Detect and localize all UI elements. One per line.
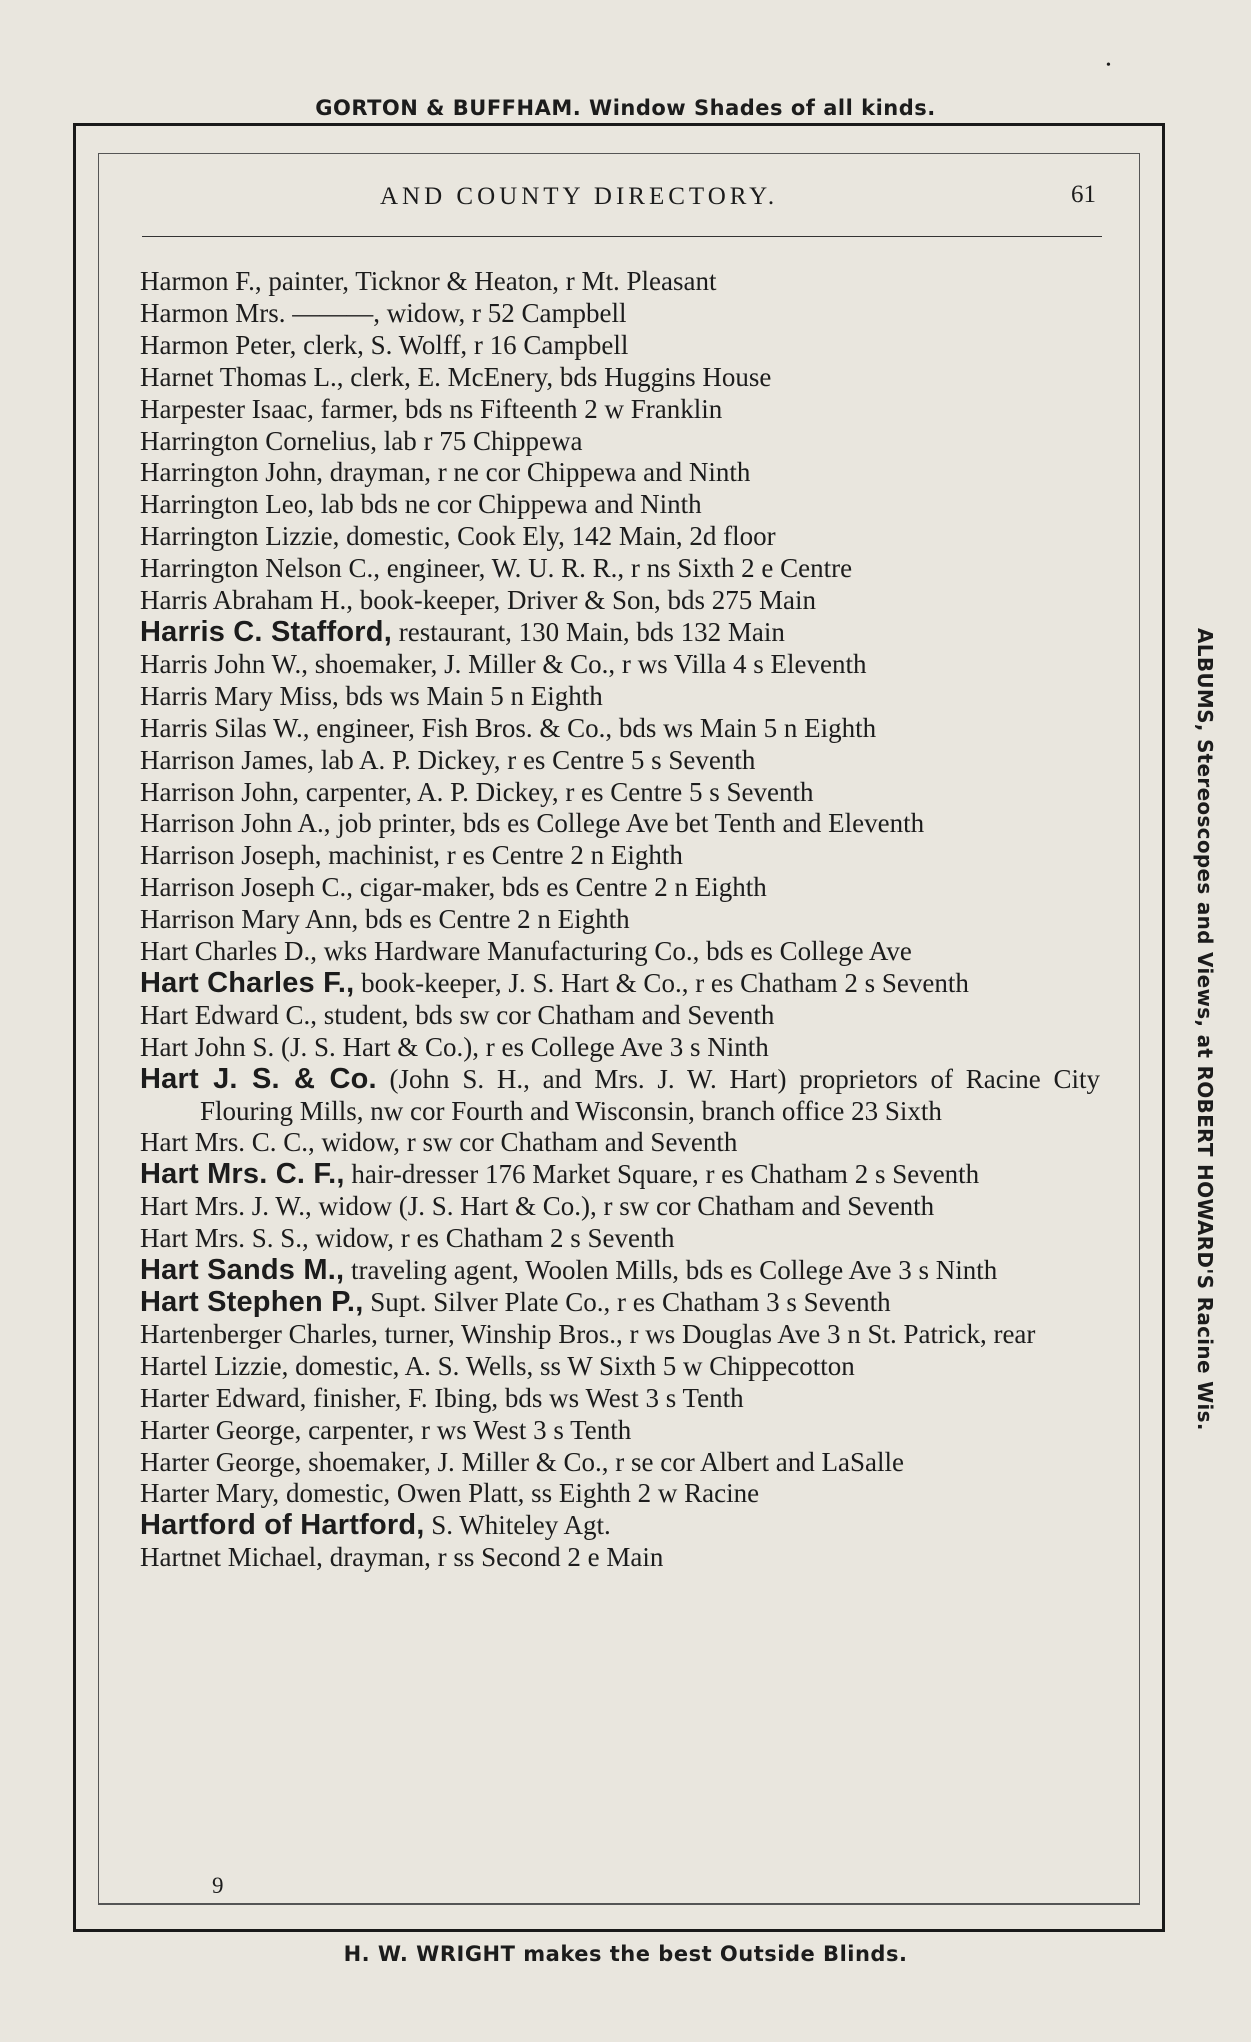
directory-entry [140,362,1100,394]
entry-detail: shoemaker, J. Miller & Co., r se cor Albert and LaSalle [301,1446,904,1477]
entry-name: Harrington Lizzie, [140,521,340,552]
entry-name: Hart Charles D., [140,936,317,967]
entry-detail: lab r 75 Chippewa [376,425,583,456]
directory-entry [140,777,1100,809]
entry-name: Harris John W., [140,648,308,679]
directory-entry [140,713,1100,745]
entry-name: Harris C. Stafford, [140,615,392,648]
directory-entry [140,553,1100,585]
entry-name: Harpester Isaac, [140,393,314,424]
entry-detail: bds es Centre 2 n Eighth [358,904,630,935]
entry-detail: student, bds sw cor Chatham and Seventh [316,999,775,1030]
entry-name: Hart Mrs. C. C., [140,1127,315,1158]
entry-detail: carpenter, A. P. Dickey, r es Centre 5 s Seventh [298,776,814,807]
directory-entry [140,521,1100,553]
entry-detail: turner, Winship Bros., r ws Douglas Ave 3 n St. Patrick, rear [377,1318,1036,1349]
entry-name: Harmon Peter, [140,329,297,360]
entry-name: Hart J. S. & Co. [140,1062,377,1095]
directory-entry [140,1000,1100,1032]
entry-name: Harrison John A., [140,808,331,839]
footer-rule [98,1904,1140,1905]
directory-entry [140,1478,1100,1510]
entry-name: Hart Mrs. S. S., [140,1223,309,1254]
entry-name: Hartnet Michael, [140,1542,323,1573]
entry-name: Harris Mary Miss, [140,680,339,711]
directory-entry [140,617,1100,649]
directory-entry [140,1159,1100,1191]
entry-name: Harter Edward, [140,1382,307,1413]
signature-mark: 9 [212,1873,224,1898]
directory-entry [140,1032,1100,1064]
entry-name: Harter George, [140,1446,302,1477]
directory-entry [140,1064,1100,1128]
entry-name: Hart Stephen P., [140,1286,364,1318]
entry-name: Harrison Mary Ann, [140,904,359,935]
directory-entries [140,266,1100,1574]
entry-name: Harrison James, [140,744,314,775]
directory-entry [140,1415,1100,1447]
running-head: AND COUNTY DIRECTORY. [380,183,779,210]
directory-entry [140,1383,1100,1415]
entry-detail: domestic, A. S. Wells, ss W Sixth 5 w Chippecotton [288,1350,855,1381]
entry-detail: drayman, r ne cor Chippewa and Ninth [322,457,751,488]
directory-entry [140,1510,1100,1542]
directory-entry [140,1255,1100,1287]
entry-detail: shoemaker, J. Miller & Co., r ws Villa 4 s Eleventh [308,648,867,679]
entry-detail: Supt. Silver Plate Co., r es Chatham 3 s Seventh [363,1287,891,1317]
directory-entry [140,489,1100,521]
entry-name: Harris Abraham H., [140,585,353,616]
entry-detail: book-keeper, Driver & Son, bds 275 Main [352,585,817,616]
print-speck: • [1106,58,1111,73]
entry-detail: widow (J. S. Hart & Co.), r sw cor Chatham and Seventh [311,1191,935,1222]
entry-detail: farmer, bds ns Fifteenth 2 w Franklin [313,393,723,424]
entry-detail: engineer, Fish Bros. & Co., bds ws Main 5 n Eighth [309,712,877,743]
entry-name: Harrison Joseph, [140,840,322,871]
entry-name: Hartenberger Charles, [140,1318,378,1349]
entry-detail: engineer, W. U. R. R., r ns Sixth 2 e Centre [379,553,853,584]
entry-name: Hart Mrs. J. W., [140,1191,312,1222]
directory-entry [140,1319,1100,1351]
entry-name: Hart Edward C., [140,999,317,1030]
entry-detail: drayman, r ss Second 2 e Main [322,1542,664,1573]
directory-entry [140,872,1100,904]
entry-name: Hart Mrs. C. F., [140,1158,345,1191]
entry-name: Hart Sands M., [140,1254,345,1287]
entry-detail: clerk, E. McEnery, bds Huggins House [343,361,772,392]
entry-name: Harrison Joseph C., [140,872,353,903]
directory-entry [140,649,1100,681]
entry-detail: machinist, r es Centre 2 n Eighth [321,840,683,871]
bottom-advertisement: H. W. WRIGHT makes the best Outside Blinds. [343,1942,908,1966]
directory-entry [140,426,1100,458]
entry-name: Harnet Thomas L., [140,361,344,392]
entry-detail: lab A. P. Dickey, r es Centre 5 s Seventh [313,744,756,775]
directory-entry [140,936,1100,968]
entry-detail: domestic, Owen Platt, ss Eighth 2 w Racine [279,1478,760,1509]
directory-entry [140,1287,1100,1319]
directory-entry [140,298,1100,330]
entry-detail: ———, widow, r 52 Campbell [285,297,627,328]
entry-detail: hair-dresser 176 Market Square, r es Chatham 2 s Seventh [344,1159,980,1190]
entry-name: Harter Mary, [140,1478,280,1509]
entry-detail: (John S. H., and Mrs. J. W. Hart) proprietors of Racine City Flouring Mills, nw cor Fourth and Wisconsin, branch office 23 Sixth [200,1063,1100,1126]
header-rule [142,236,1102,237]
directory-entry [140,1223,1100,1255]
directory-entry [140,904,1100,936]
directory-entry [140,840,1100,872]
directory-entry [140,1351,1100,1383]
entry-name: Harrison John, [140,776,299,807]
directory-entry [140,266,1100,298]
entry-detail: lab bds ne cor Chippewa and Ninth [313,489,702,520]
entry-detail: cigar-maker, bds es Centre 2 n Eighth [352,872,767,903]
entry-name: Hart Charles F., [140,966,355,999]
entry-detail: book-keeper, J. S. Hart & Co., r es Chatham 2 s Seventh [354,967,969,998]
entry-name: Harrington John, [140,457,323,488]
entry-detail: (J. S. Hart & Co.), r es College Ave 3 s Ninth [274,1031,769,1062]
entry-name: Harrington Leo, [140,489,314,520]
entry-detail: finisher, F. Ibing, bds ws West 3 s Tenth [306,1382,744,1413]
directory-entry [140,681,1100,713]
directory-entry [140,1447,1100,1479]
directory-entry [140,968,1100,1000]
side-advertisement: ALBUMS, Stereoscopes and Views, at ROBERT HOWARD'S Racine Wis. [1193,627,1217,1431]
top-advertisement: GORTON & BUFFHAM. Window Shades of all kinds. [315,96,936,120]
entry-detail: carpenter, r ws West 3 s Tenth [301,1414,632,1445]
entry-detail: painter, Ticknor & Heaton, r Mt. Pleasant [261,266,717,296]
entry-detail: job printer, bds es College Ave bet Tenth and Eleventh [330,808,925,839]
page-number: 61 [1071,181,1096,208]
entry-detail: S. Whiteley Agt. [424,1510,611,1541]
directory-entry [140,585,1100,617]
directory-entry [140,394,1100,426]
directory-entry [140,1127,1100,1159]
entry-name: Harrington Nelson C., [140,553,380,584]
entry-detail: bds ws Main 5 n Eighth [338,680,603,711]
entry-detail: restaurant, 130 Main, bds 132 Main [391,616,785,647]
entry-detail: traveling agent, Woolen Mills, bds es College Ave 3 s Ninth [344,1255,998,1286]
directory-entry [140,745,1100,777]
entry-name: Harris Silas W., [140,712,310,743]
entry-detail: wks Hardware Manufacturing Co., bds es College Ave [316,936,912,967]
entry-name: Hart John S. [140,1031,275,1062]
directory-entry [140,808,1100,840]
entry-detail: domestic, Cook Ely, 142 Main, 2d floor [339,521,776,552]
entry-detail: widow, r sw cor Chatham and Seventh [314,1127,738,1158]
entry-name: Harmon Mrs. [140,297,286,328]
directory-entry [140,457,1100,489]
directory-entry [140,1542,1100,1574]
directory-entry [140,1191,1100,1223]
entry-name: Harrington Cornelius, [140,425,377,456]
entry-name: Harmon F., [140,266,262,296]
entry-name: Harter George, [140,1414,302,1445]
entry-name: Hartel Lizzie, [140,1350,289,1381]
entry-detail: clerk, S. Wolff, r 16 Campbell [296,329,629,360]
entry-detail: widow, r es Chatham 2 s Seventh [308,1223,675,1254]
entry-name: Hartford of Hartford, [140,1509,425,1542]
directory-entry [140,330,1100,362]
